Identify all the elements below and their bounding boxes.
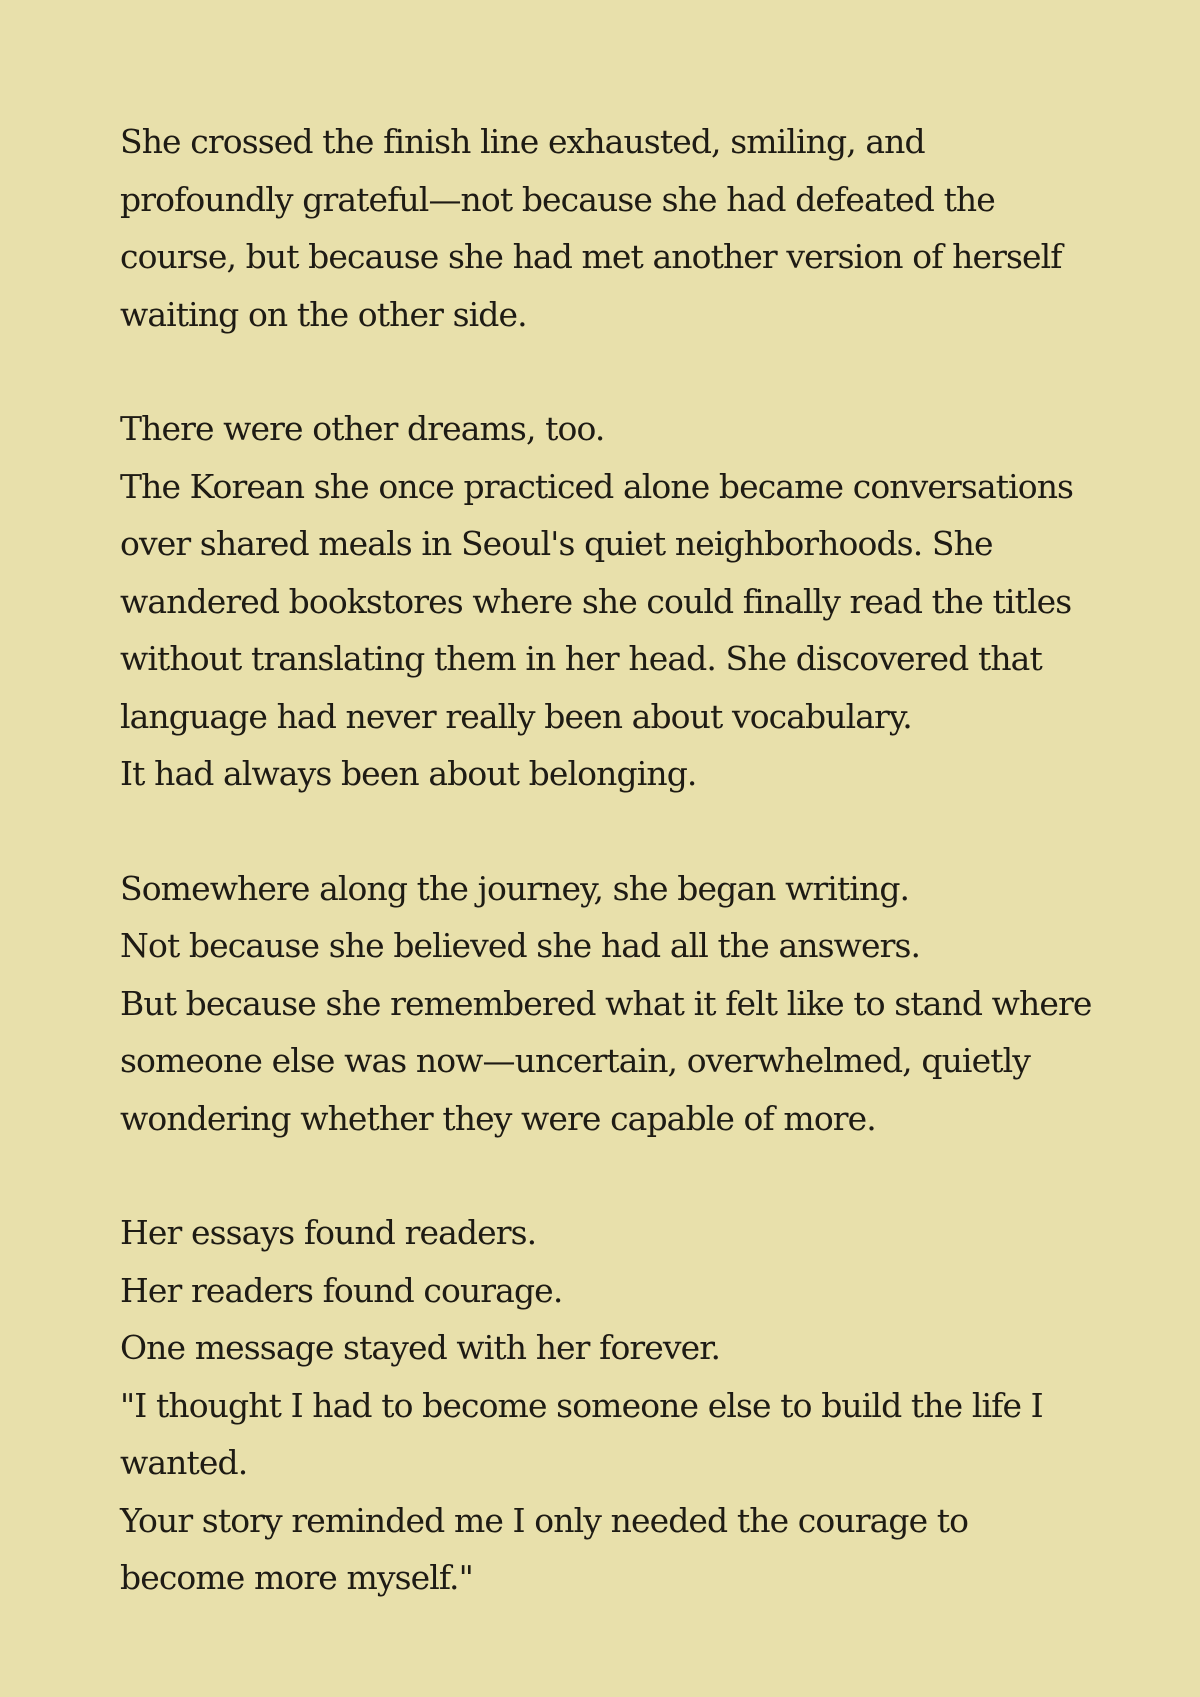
text-line: Her readers found courage. (120, 1270, 563, 1310)
quote-line: "I thought I had to become someone else to build the life I (120, 1385, 1043, 1425)
text-line: Not because she believed she had all the answers. (120, 926, 921, 965)
text-line: waiting on the other side. (120, 294, 527, 334)
paragraph-writing (120, 860, 1120, 1148)
text-line: Her essays found readers. (120, 1213, 537, 1252)
paragraph-finish-line (120, 113, 1120, 343)
text-line: There were other dreams, too. (120, 409, 605, 448)
text-line: without translating them in her head. She discovered that (120, 639, 1042, 678)
paragraph-readers (120, 1204, 1120, 1607)
text-line: profoundly grateful—not because she had defeated the (120, 179, 995, 219)
text-line: over shared meals in Seoul's quiet neighborhoods. She (120, 524, 993, 563)
text-line: course, but because she had met another version of herself (120, 237, 1062, 276)
text-line: But because she remembered what it felt like to stand where (120, 983, 1092, 1023)
text-line: It had always been about belonging. (120, 754, 697, 793)
quote-line: wanted. (120, 1443, 248, 1482)
text-line: wondering whether they were capable of more. (120, 1098, 876, 1138)
quote-line: Your story reminded me I only needed the courage to (120, 1500, 969, 1540)
text-line: someone else was now—uncertain, overwhelmed, quietly (120, 1041, 1030, 1080)
paragraph-other-dreams (120, 400, 1120, 803)
text-line: language had never really been about vocabulary. (120, 696, 912, 736)
text-line: Somewhere along the journey, she began writing. (120, 868, 910, 908)
quote-line: become more myself." (120, 1558, 473, 1597)
text-line: wandered bookstores where she could finally read the titles (120, 581, 1072, 621)
text-line: The Korean she once practiced alone became conversations (120, 466, 1074, 506)
text-line: One message stayed with her forever. (120, 1328, 721, 1367)
text-line: She crossed the finish line exhausted, smiling, and (120, 122, 925, 161)
